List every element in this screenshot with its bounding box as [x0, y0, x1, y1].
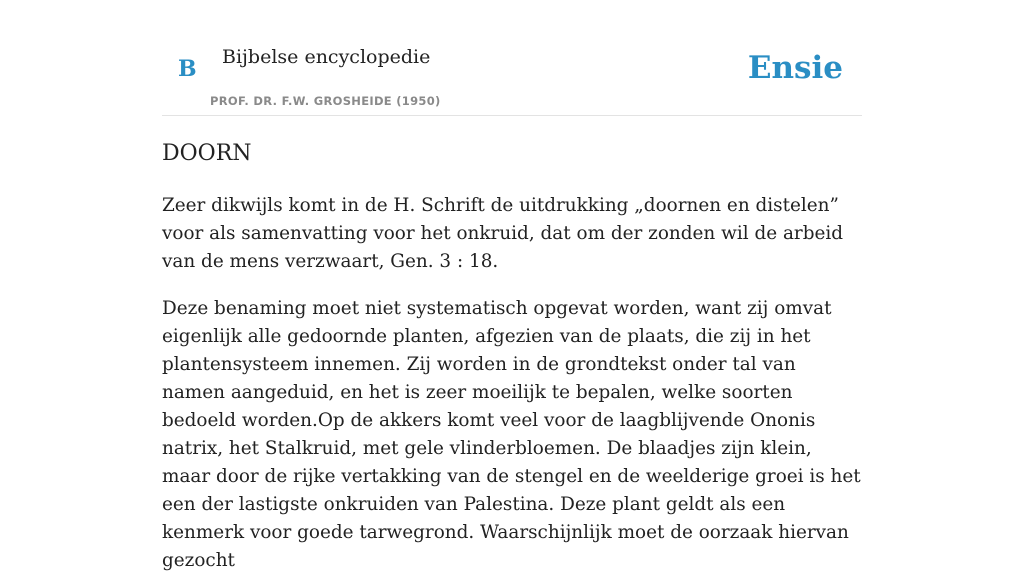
book-title-link[interactable]: Bijbelse encyclopedie — [222, 46, 431, 68]
ensie-logo[interactable]: Ensie — [747, 50, 843, 86]
page-header — [162, 0, 862, 116]
article-paragraph: Deze benaming moet niet systematisch opgevat worden, want zij omvat eigenlijk alle gedoornde planten, afgezien van de plaats, die zij in het plantensysteem innemen. Zij worden in de grondtekst onder tal van namen aangeduid, en het is zeer moeilijk te bepalen, welke soorten bedoeld worden.Op de akkers komt veel voor de laagblijvende Ononis natrix, het Stalkruid, met gele vlinderbloemen. De blaadjes zijn klein, maar door de rijke vertakking van de stengel en de weelderige groei is het een der lastigste onkruiden van Palestina. Deze plant geldt als een kenmerk voor goede tarwegrond. Waarschijnlijk moet de oorzaak hiervan gezocht — [162, 298, 861, 571]
article-headword: DOORN — [162, 141, 252, 166]
article — [162, 138, 862, 575]
book-author: PROF. DR. F.W. GROSHEIDE (1950) — [210, 94, 441, 108]
article-paragraph: Zeer dikwijls komt in de H. Schrift de uitdrukking „doornen en distelen” voor als samenvatting voor het onkruid, dat om der zonden wil de arbeid van de mens verzwaart, Gen. 3 : 18. — [162, 195, 844, 272]
book-letter-badge[interactable]: B — [178, 56, 197, 82]
